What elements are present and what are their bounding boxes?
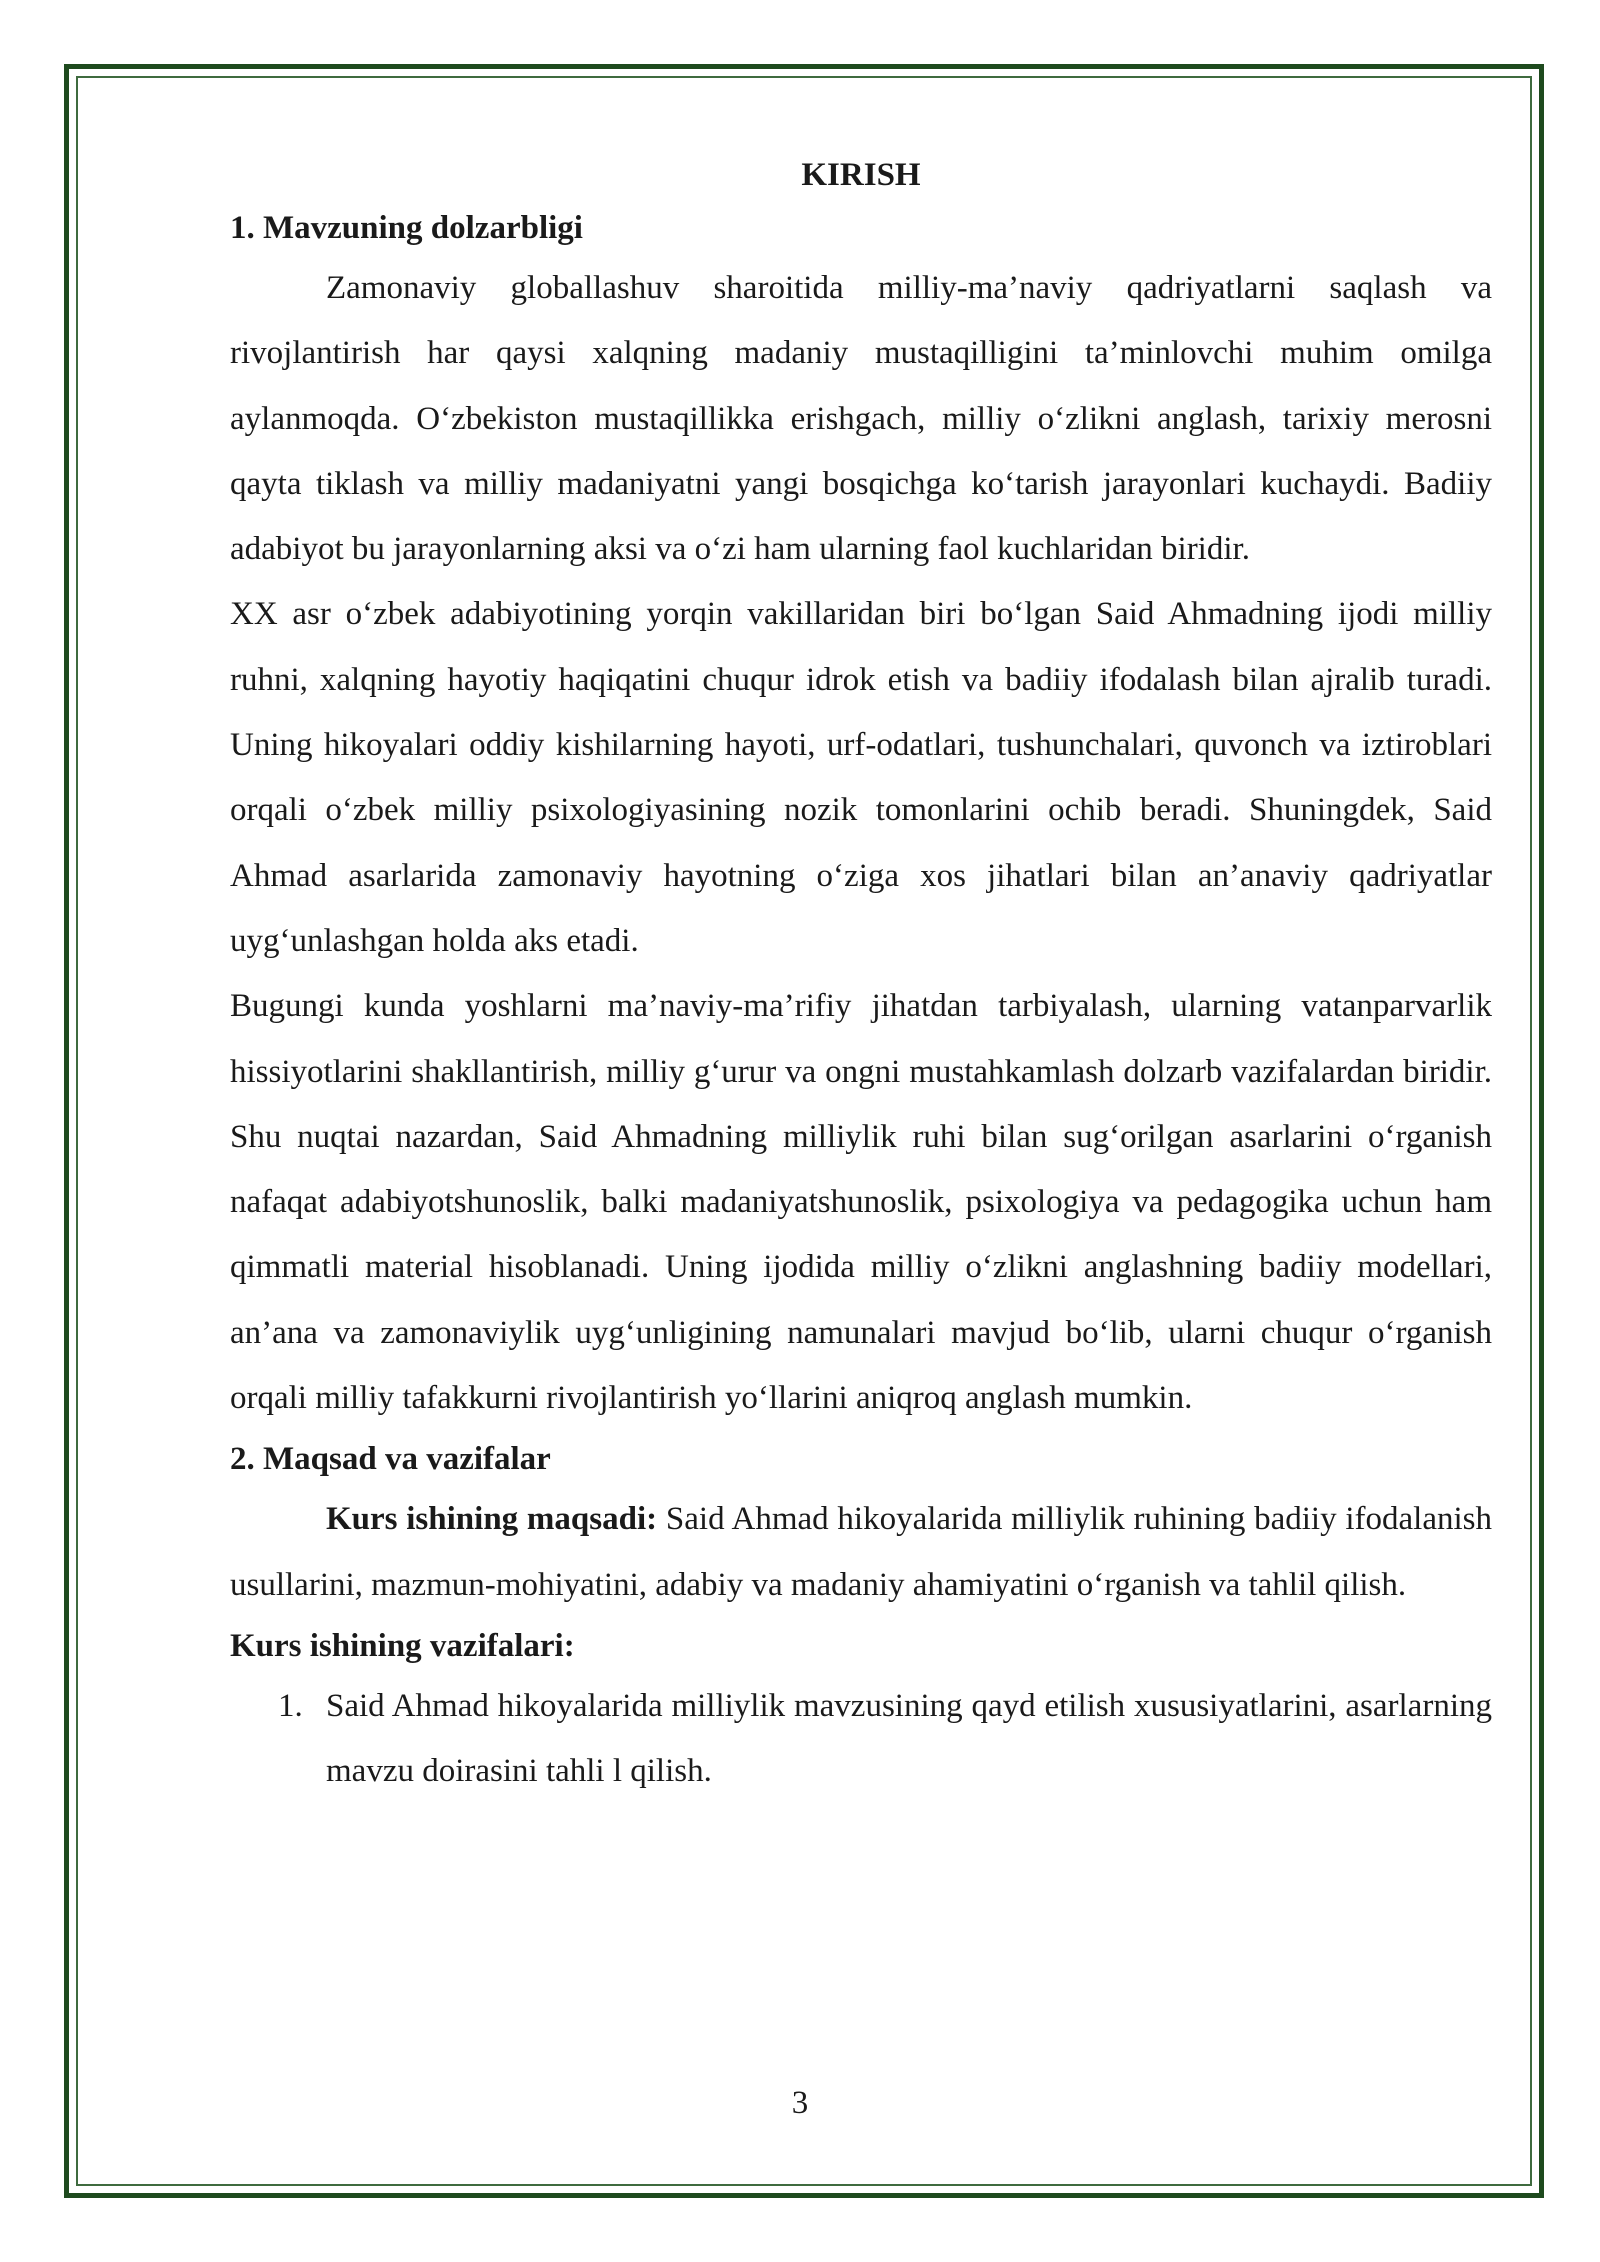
list-item-number: 1. (278, 1687, 303, 1724)
paragraph-2: XX asr o‘zbek adabiyotining yorqin vakillaridan biri bo‘lgan Said Ahmadning ijodi milliy ruhni, xalqning hayotiy haqiqatini chuqur idrok etish va badiiy ifodalash bilan ajralib turadi. Uning hikoyalari oddiy kishilarning hayoti, urf-odatlari, tushunchalari, quvonch va iztiroblari orqali o‘zbek milliy psixologiyasining nozik tomonlarini ochib beradi. Shuningdek, Said Ahmad asarlarida zamonaviy hayotning o‘ziga xos jihatlari bilan an’anaviy qadriyatlar uyg‘unlashgan holda aks etadi. (230, 596, 1492, 959)
goal-text: Said Ahmad hikoyalarida milliylik ruhining badiiy ifodalanish usullarini, mazmun-mohiyatini, adabiy va madaniy ahamiyatini o‘rganish va tahlil qilish. (230, 1501, 1492, 1603)
list-item-text: Said Ahmad hikoyalarida milliylik mavzusining qayd etilish xususiyatlarini, asarlarning mavzu doirasini tahli l qilish. (326, 1687, 1492, 1790)
document-title: KIRISH (801, 157, 921, 193)
tasks-heading: Kurs ishining vazifalari: (230, 1627, 575, 1664)
document-page (230, 150, 1492, 1805)
paragraph-3: Bugungi kunda yoshlarni ma’naviy-ma’rifiy jihatdan tarbiyalash, ularning vatanparvarlik hissiyotlarini shakllantirish, milliy g‘urur va ongni mustahkamlash dolzarb vazifalardan biridir. Shu nuqtai nazardan, Said Ahmadning milliylik ruhi bilan sug‘orilgan asarlarini o‘rganish nafaqat adabiyotshunoslik, balki madaniyatshunoslik, psixologiya va pedagogika uchun ham qimmatli material hisoblanadi. Uning ijodida milliy o‘zlikni anglashning badiiy modellari, an’ana va zamonaviylik uyg‘unligining namunalari mavjud bo‘lib, ularni chuqur o‘rganish orqali milliy tafakkurni rivojlantirish yo‘llarini aniqroq anglash mumkin. (230, 988, 1492, 1417)
list-item (230, 1674, 1492, 1805)
page-number: 3 (791, 2085, 809, 2121)
section-heading-goals: 2. Maqsad va vazifalar (230, 1441, 551, 1478)
goal-paragraph (230, 1487, 1492, 1618)
goal-label: Kurs ishining maqsadi: (326, 1501, 658, 1538)
section-heading-relevance: 1. Mavzuning dolzarbligi (230, 210, 583, 246)
paragraph-1: Zamonaviy globallashuv sharoitida milliy-ma’naviy qadriyatlarni saqlash va rivojlantirish har qaysi xalqning madaniy mustaqilligini ta’minlovchi muhim omilga aylanmoqda. O‘zbekiston mustaqillikka erishgach, milliy o‘zlikni anglash, tarixiy merosni qayta tiklash va milliy madaniyatni yangi bosqichga ko‘tarish jarayonlari kuchaydi. Badiiy adabiyot bu jarayonlarning aksi va o‘zi ham ularning faol kuchlaridan biridir. (230, 270, 1492, 568)
tasks-list (230, 1674, 1492, 1805)
